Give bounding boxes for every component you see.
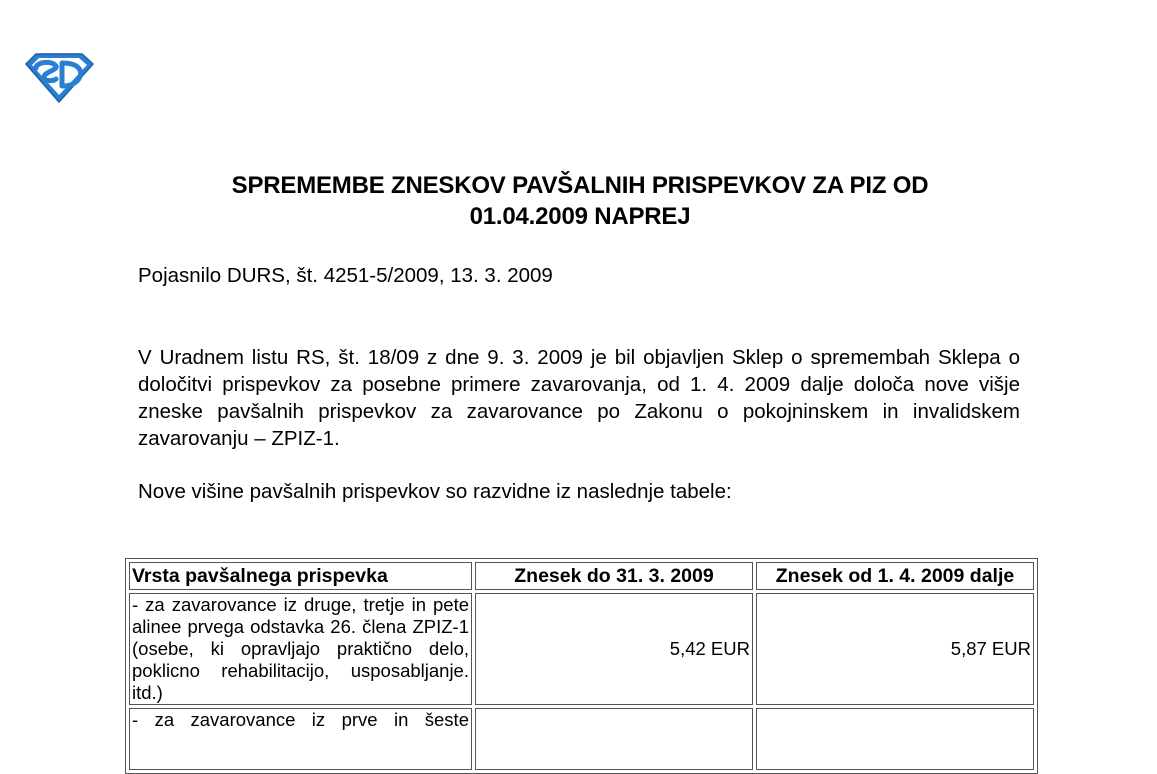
intro-paragraph: V Uradnem listu RS, št. 18/09 z dne 9. 3. 2009 je bil objavljen Sklep o spremembah Sklepa o določitvi prispevkov za posebne primere zavarovanja, od 1. 4. 2009 dalje določa nove višje zneske pavšalnih prispevkov za zavarovance po Zakonu o pokojninskem in invalidskem zavarovanju – ZPIZ-1.	[138, 346, 1020, 450]
table-intro-paragraph: Nove višine pavšalnih prispevkov so razvidne iz naslednje tabele:	[138, 480, 732, 503]
header-amount-until: Znesek do 31. 3. 2009	[475, 562, 753, 590]
title-line-2: 01.04.2009 NAPREJ	[469, 203, 691, 230]
table-header-row	[129, 562, 1034, 590]
row-description: - za zavarovance iz prve in šeste	[129, 708, 472, 770]
header-amount-from: Znesek od 1. 4. 2009 dalje	[756, 562, 1034, 590]
reference-line: Pojasnilo DURS, št. 4251-5/2009, 13. 3. 2009	[138, 264, 553, 287]
contributions-table	[125, 558, 1038, 774]
row-description: - za zavarovance iz druge, tretje in pete alinee prvega odstavka 26. člena ZPIZ-1 (osebe, ki opravljajo praktično delo, poklicno rehabilitacijo, usposabljanje. itd.)	[129, 593, 472, 705]
company-logo	[22, 50, 96, 104]
row-amount-from	[756, 708, 1034, 770]
row-amount-until: 5,42 EUR	[475, 593, 753, 705]
table-row	[129, 708, 1034, 770]
document-title	[120, 170, 1040, 232]
row-amount-from: 5,87 EUR	[756, 593, 1034, 705]
row-amount-until	[475, 708, 753, 770]
table-row	[129, 593, 1034, 705]
title-line-1: SPREMEMBE ZNESKOV PAVŠALNIH PRISPEVKOV ZA PIZ OD	[231, 172, 929, 199]
header-type: Vrsta pavšalnega prispevka	[129, 562, 472, 590]
